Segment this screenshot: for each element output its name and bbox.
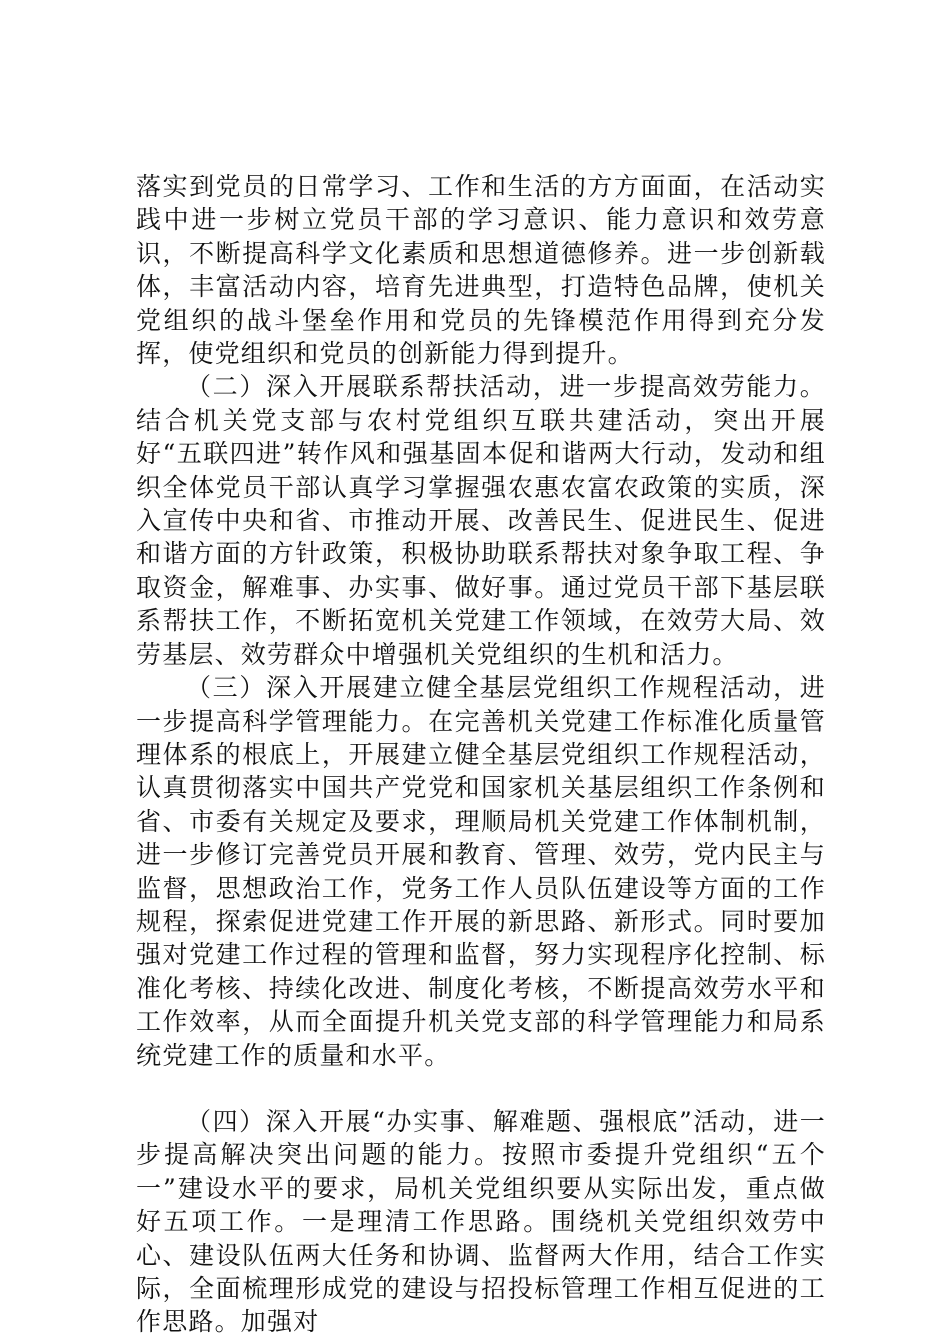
paragraph-continued: 落实到党员的日常学习、工作和生活的方方面面，在活动实践中进一步树立党员干部的学习意识、能力意识和效劳意识，不断提高科学文化素质和思想道德修养。进一步创新载体，丰富活动内容，培育先进典型，打造特色品牌，使机关党组织的战斗堡垒作用和党员的先锋模范作用得到充分发挥，使党组织和党员的创新能力得到提升。: [136, 172, 826, 369]
paragraph-section-4: （四）深入开展“办实事、解难题、强根底”活动，进一步提高解决突出问题的能力。按照市委提升党组织“五个一”建设水平的要求，局机关党组织要从实际出发，重点做好五项工作。一是理清工作思路。围绕机关党组织效劳中心、建设队伍两大任务和协调、监督两大作用，结合工作实际，全面梳理形成党的建设与招投标管理工作相互促进的工作思路。加强对: [136, 1106, 826, 1337]
document-body: [136, 170, 826, 1339]
paragraph-section-2: （二）深入开展联系帮扶活动，进一步提高效劳能力。结合机关党支部与农村党组织互联共建活动，突出开展好“五联四进”转作风和强基固本促和谐两大行动，发动和组织全体党员干部认真学习掌握强农惠农富农政策的实质，深入宣传中央和省、市推动开展、改善民生、促进民生、促进和谐方面的方针政策，积极协助联系帮扶对象争取工程、争取资金，解难事、办实事、做好事。通过党员干部下基层联系帮扶工作，不断拓宽机关党建工作领域，在效劳大局、效劳基层、效劳群众中增强机关党组织的生机和活力。: [136, 372, 826, 669]
paragraph-spacer: [136, 1072, 826, 1105]
paragraph-section-3: （三）深入开展建立健全基层党组织工作规程活动，进一步提高科学管理能力。在完善机关党建工作标准化质量管理体系的根底上，开展建立健全基层党组织工作规程活动，认真贯彻落实中国共产党党和国家机关基层组织工作条例和省、市委有关规定及要求，理顺局机关党建工作体制机制，进一步修订完善党员开展和教育、管理、效劳，党内民主与监督，思想政治工作，党务工作人员队伍建设等方面的工作规程，探索促进党建工作开展的新思路、新形式。同时要加强对党建工作过程的管理和监督，努力实现程序化控制、标准化考核、持续化改进、制度化考核，不断提高效劳水平和工作效率，从而全面提升机关党支部的科学管理能力和局系统党建工作的质量和水平。: [136, 673, 826, 1070]
